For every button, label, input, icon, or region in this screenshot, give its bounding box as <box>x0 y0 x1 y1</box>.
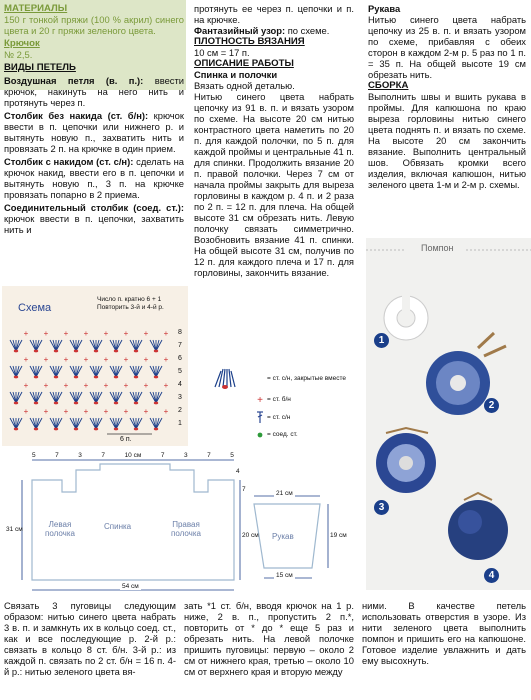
dim-top-7: 3 <box>183 452 188 459</box>
svg-text:+: + <box>43 407 49 416</box>
svg-text:+: + <box>83 355 89 364</box>
chart-stitch <box>30 340 42 352</box>
stitches-title: ВИДЫ ПЕТЕЛЬ <box>4 62 76 73</box>
svg-text:+: + <box>143 407 149 416</box>
svg-text:+: + <box>163 407 169 416</box>
chart-stitch <box>104 355 109 364</box>
svg-text:+: + <box>143 381 149 390</box>
chart-stitch <box>64 407 69 416</box>
svg-text:+: + <box>23 355 29 364</box>
chart-stitch <box>130 392 142 404</box>
chart-stitch <box>124 407 129 416</box>
chart-stitch <box>84 355 89 364</box>
svg-text:+: + <box>63 381 69 390</box>
chart-stitch <box>64 329 69 338</box>
chart-stitch <box>50 366 62 378</box>
row-8: 8 <box>178 329 182 336</box>
stitch-sbn: Столбик без накида (ст. б/н): крючок ввести в п. цепочки или нижнего р. и вытянуть новую п., захватить нить и провязать 2 п. на крючке в один прием. <box>4 110 184 154</box>
chart-stitch <box>104 329 109 338</box>
chart-stitch <box>30 392 42 404</box>
legend-label-2: = ст. б/н <box>267 396 291 403</box>
chart-stitch <box>164 355 169 364</box>
step-4-badge: 4 <box>484 568 499 583</box>
chart-stitch <box>64 381 69 390</box>
dim-top-6: 7 <box>160 452 165 459</box>
chart-stitch <box>164 407 169 416</box>
svg-text:+: + <box>83 329 89 338</box>
chart-stitch <box>164 381 169 390</box>
chart-stitch <box>150 418 162 430</box>
legend-dc-symbol <box>257 412 263 423</box>
dim-top-5: 10 см <box>124 452 142 459</box>
chart-stitch <box>164 329 169 338</box>
row-2: 2 <box>178 407 182 414</box>
chart-stitch <box>84 381 89 390</box>
svg-text:+: + <box>163 329 169 338</box>
chart-stitch <box>44 407 49 416</box>
svg-text:+: + <box>103 329 109 338</box>
svg-text:+: + <box>103 355 109 364</box>
chart-stitch <box>44 355 49 364</box>
chart-title: Схема <box>18 302 52 314</box>
crochet-chart <box>2 286 188 446</box>
svg-text:+: + <box>43 381 49 390</box>
legend-slip-symbol <box>258 433 263 438</box>
chart-legend <box>205 365 365 445</box>
chart-rows <box>174 326 186 430</box>
row-6: 6 <box>178 355 182 362</box>
chart-stitch <box>84 329 89 338</box>
work-subtitle-2: Вязать одной деталью. <box>194 80 295 91</box>
dim-bottom-54: 54 см <box>122 583 139 590</box>
chart-stitch <box>90 418 102 430</box>
svg-text:+: + <box>43 355 49 364</box>
svg-text:+: + <box>143 355 149 364</box>
svg-text:+: + <box>103 381 109 390</box>
step-3-badge: 3 <box>374 500 389 515</box>
chart-stitch <box>64 355 69 364</box>
chart-stitch <box>50 418 62 430</box>
svg-text:+: + <box>123 355 129 364</box>
chart-stitch <box>30 366 42 378</box>
chart-stitch <box>104 381 109 390</box>
buttons-text-cont: зать *1 ст. б/н, вводя крючок на 1 р. ниже, 2 в. п., пропустить 2 п.*, повторить от * до * еще 5 раз и обрезать нить. На левой полочке пришить пуговицы: первую – около 2 см от нижнего края, третью – около 10 см от верхнего края и вторую между <box>184 600 354 677</box>
piece-left-front: Левая полочка <box>45 520 75 538</box>
middle-column <box>194 3 354 278</box>
row-5: 5 <box>178 368 182 375</box>
row-1: 1 <box>178 420 182 427</box>
step-2-badge: 2 <box>484 398 499 413</box>
stitch-vp: Воздушная петля (в. п.): ввести крючок, накинуть на него нить и протянуть через п. <box>4 75 185 108</box>
chart-stitch <box>150 340 162 352</box>
chart-stitch <box>144 329 149 338</box>
chart-stitch <box>150 366 162 378</box>
svg-text:+: + <box>123 381 129 390</box>
chart-stitch <box>24 407 29 416</box>
svg-text:+: + <box>143 329 149 338</box>
chart-stitch <box>10 340 22 352</box>
chart-stitch <box>44 381 49 390</box>
right-column <box>368 3 526 190</box>
row-7: 7 <box>178 342 182 349</box>
chart-stitch <box>90 392 102 404</box>
pompon-panel <box>366 238 531 590</box>
bottom-column-2 <box>184 600 354 677</box>
stitch-soed: Соединительный столбик (соед. ст.): крючок ввести в п. цепочки, захватить нить и <box>4 202 184 235</box>
dim-top-4: 7 <box>101 452 106 459</box>
bottom-column-1 <box>4 600 176 677</box>
chart-stitch <box>70 366 82 378</box>
svg-text:+: + <box>63 329 69 338</box>
dim-top-1: 5 <box>32 452 36 459</box>
chart-stitch <box>70 418 82 430</box>
pompon-title: Помпон <box>421 243 454 253</box>
dim-left-31: 31 см <box>6 526 23 533</box>
piece-right-front: Правая полочка <box>171 520 201 538</box>
chart-stitch <box>144 355 149 364</box>
dim-top-9: 5 <box>230 452 234 459</box>
materials-title: МАТЕРИАЛЫ <box>4 3 68 14</box>
svg-text:+: + <box>63 407 69 416</box>
chart-stitch <box>130 366 142 378</box>
pattern-schematic <box>2 450 362 596</box>
chart-stitch <box>44 329 49 338</box>
chart-stitch <box>104 407 109 416</box>
pompon-illustration <box>366 238 531 590</box>
continuation-text: протянуть ее через п. цепочки и п. на крючке. <box>194 3 354 25</box>
chart-stitch <box>50 340 62 352</box>
work-title: ОПИСАНИЕ РАБОТЫ <box>194 58 294 69</box>
legend-label-3: = ст. с/н <box>267 414 291 421</box>
chart-stitch <box>30 418 42 430</box>
density-text: 10 см = 17 п. <box>194 47 250 58</box>
chart-stitch <box>24 329 29 338</box>
sleeve-label: Рукав <box>272 532 294 541</box>
hook-title: Крючок <box>4 38 40 49</box>
hook-text: № 2,5. <box>4 49 33 60</box>
chart-stitch <box>130 340 142 352</box>
chart-stitch <box>70 392 82 404</box>
chart-stitch <box>110 418 122 430</box>
chart-stitch <box>50 392 62 404</box>
chart-stitch <box>144 407 149 416</box>
svg-text:+: + <box>63 355 69 364</box>
chart-stitch <box>24 355 29 364</box>
fancy-pattern: Фантазийный узор: по схеме. <box>194 25 330 36</box>
chart-stitch <box>24 381 29 390</box>
work-text: Нитью синего цвета набрать цепочку из 91 в. п. и вязать узором по схеме. На высоте 20 см нитью контрастного цвета наметить по 20 п. для каждой полочки, по 5 п. для каждой проймы и центральные 41 п. для спинки. Продолжить вязание 20 п. правой полочки. Через 7 см от начала проймы закрыть для выреза горловины в каждом р. 4 п. и 2 раза по 2 п. = 12 п. для плеча. На общей высоте 31 см обрезать нить. Левую полочку связать симметрично. Возобновить вязание 41 п. спинки. На общей высоте 31 см, получив по 12 п. для каждого плеча и 17 п. для горловины, закончить вязание. <box>194 91 354 278</box>
row-4: 4 <box>178 381 182 388</box>
chart-stitch <box>90 340 102 352</box>
piece-back: Спинка <box>104 522 132 531</box>
dim-top-3: 3 <box>78 452 82 459</box>
chart-stitch <box>130 418 142 430</box>
bottom-column-3 <box>362 600 526 666</box>
legend-label-1: = ст. с/н, закрытые вместе <box>267 375 347 382</box>
row-3: 3 <box>178 394 182 401</box>
svg-text:+: + <box>83 407 89 416</box>
svg-text:+: + <box>23 407 29 416</box>
svg-text:+: + <box>23 381 29 390</box>
chart-stitch <box>124 355 129 364</box>
chart-symbols <box>2 286 188 446</box>
work-subtitle: Спинка и полочки <box>194 69 278 80</box>
sleeve-top-dim: 21 см <box>276 490 293 497</box>
chart-stitch <box>110 366 122 378</box>
chart-stitch <box>144 381 149 390</box>
dim-left-4: 4 <box>236 468 240 475</box>
chart-stitch <box>84 407 89 416</box>
sleeve-title: Рукава <box>368 3 401 14</box>
chart-stitch <box>124 329 129 338</box>
svg-text:+: + <box>123 329 129 338</box>
assembly-text: Выполнить швы и вшить рукава в проймы. Для капюшона по краю выреза горловины нитью синего цвета поднять п. и вязать по схеме. На высоте 20 см закончить вязание. Выполнить центральный шов. Обвязать кромки всего изделия, включая капюшон, нитью зеленого цвета 1-м и 2-м р. схемы. <box>368 91 526 190</box>
svg-text:+: + <box>43 329 49 338</box>
chart-stitch <box>124 381 129 390</box>
materials-text: 150 г тонкой пряжи (100 % акрил) синего цвета и 20 г пряжи зеленого цвета. <box>4 14 184 36</box>
chart-stitch <box>90 366 102 378</box>
chart-stitch <box>70 340 82 352</box>
finishing-text: ними. В качестве петель использовать отверстия в узоре. Из нити зеленого цвета выполнить помпон и пришить его на капюшоне. Готовое изделие увлажнить и дать ему высохнуть. <box>362 600 526 666</box>
chart-stitch <box>110 340 122 352</box>
dim-top-8: 7 <box>207 452 211 459</box>
chart-stitch <box>10 366 22 378</box>
chart-stitch <box>110 392 122 404</box>
legend-plus-symbol: + <box>257 395 263 406</box>
chart-note: Число п. кратно 6 + 1 Повторить 3-й и 4-й р. <box>97 296 164 311</box>
dim-left-7: 7 <box>242 486 246 493</box>
svg-text:+: + <box>163 381 169 390</box>
chart-stitch <box>10 392 22 404</box>
repeat-label: 6 п. <box>120 436 132 443</box>
buttons-text: Связать 3 пуговицы следующим образом: нитью синего цвета набрать 3 в. п. и замкнуть их в кольцо соед. ст., как и все последующие р. 2-й р.: связать в кольцо 8 ст. б/н. 3-й р.: из каждой п. связать по 2 ст. б/н = 16 п. 4-й р.: нитью зеленого цвета вя- <box>4 600 176 677</box>
dim-top-2: 7 <box>55 452 59 459</box>
sleeve-text: Нитью синего цвета набрать цепочку из 25 в. п. и вязать узором по схеме, прибавляя с обеих сторон в каждом 2-м р. 5 раз по 1 п. = 35 п. На общей высоте 19 см обрезать нить. <box>368 14 526 80</box>
svg-text:+: + <box>123 407 129 416</box>
legend-label-4: = соед. ст. <box>267 431 298 438</box>
svg-text:+: + <box>83 381 89 390</box>
step-1-badge: 1 <box>374 333 389 348</box>
sleeve-height-dim: 19 см <box>330 532 347 539</box>
legend-cluster-symbol <box>215 369 235 389</box>
svg-text:+: + <box>23 329 29 338</box>
top-dimensions <box>32 452 234 459</box>
svg-text:+: + <box>163 355 169 364</box>
density-title: ПЛОТНОСТЬ ВЯЗАНИЯ <box>194 36 305 47</box>
left-column <box>4 3 184 235</box>
dim-left-20: 20 см <box>242 532 259 539</box>
assembly-title: СБОРКА <box>368 80 409 91</box>
chart-stitch <box>150 392 162 404</box>
chart-stitch <box>10 418 22 430</box>
svg-text:+: + <box>103 407 109 416</box>
stitch-ssn: Столбик с накидом (ст. с/н): сделать на крючок накид, ввести его в п. цепочки и вытянуть новую п., 3 п. на крючке провязать попарно в 2 приема. <box>4 156 184 200</box>
sleeve-bottom-dim: 15 см <box>276 572 293 579</box>
